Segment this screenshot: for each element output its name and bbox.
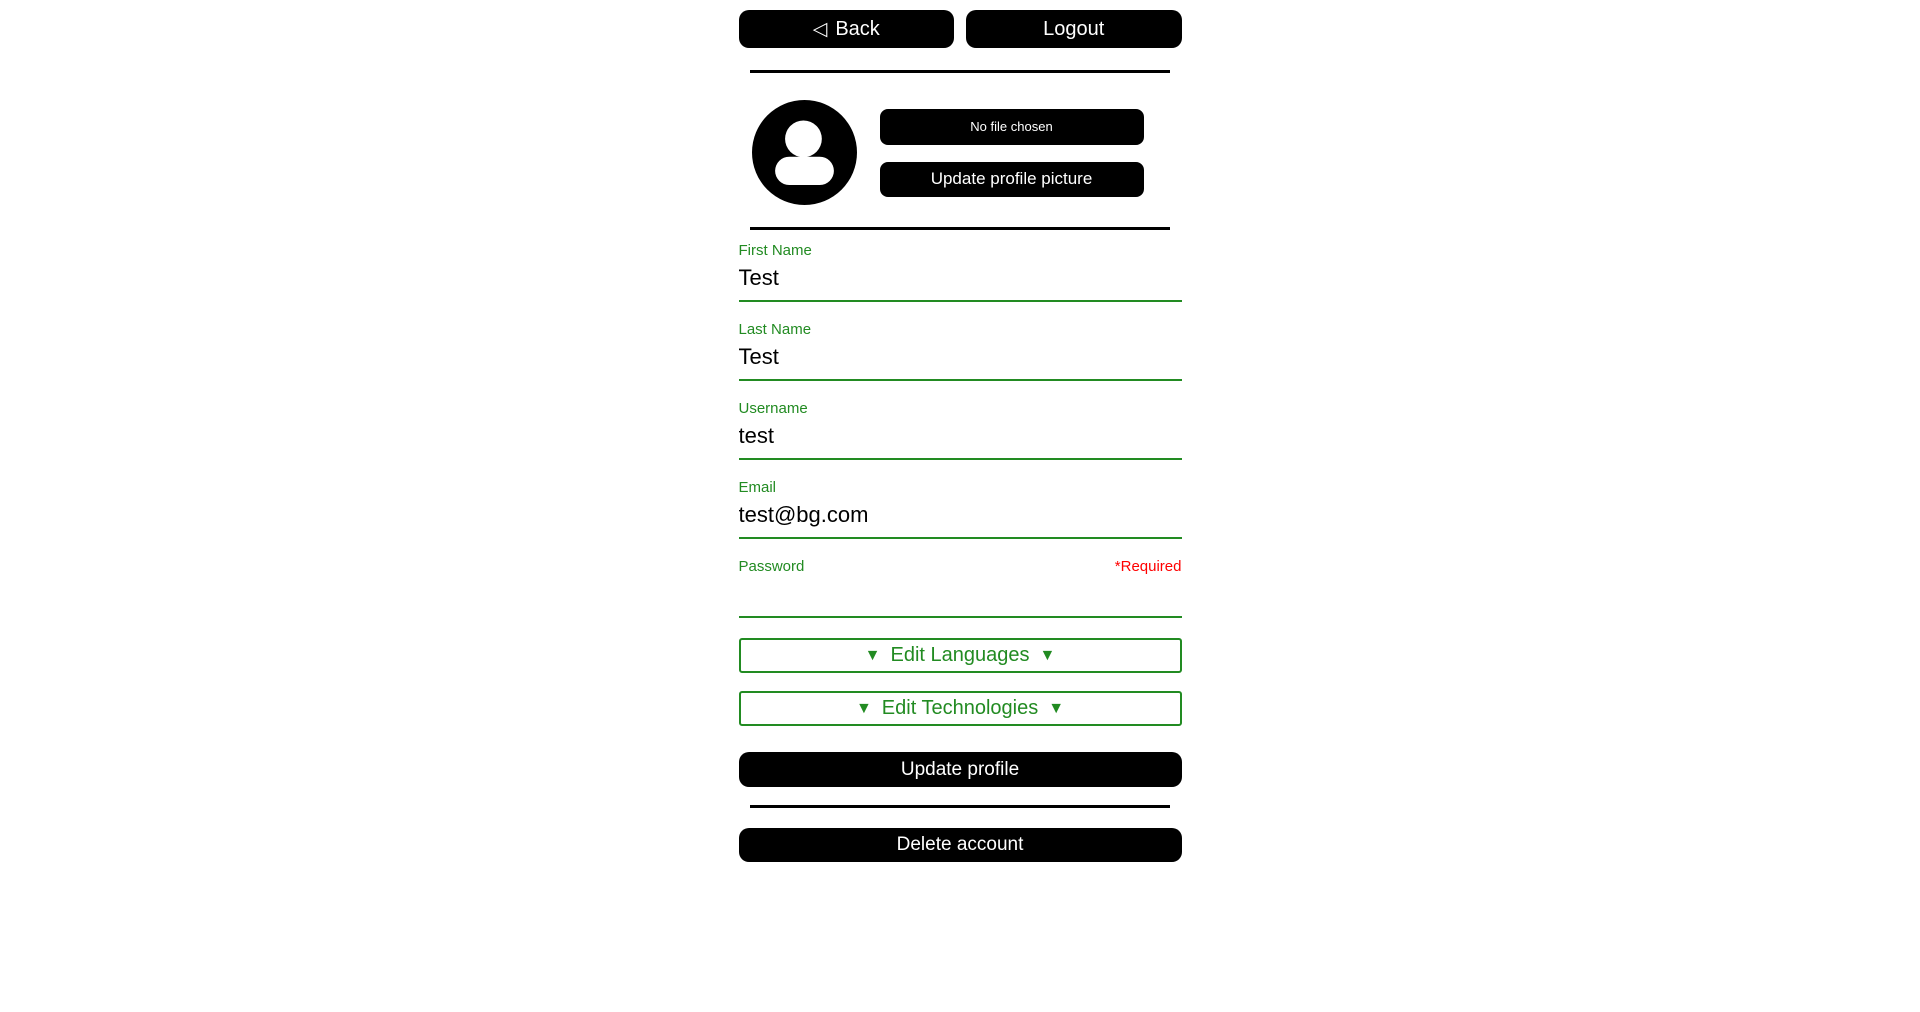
profile-form xyxy=(739,243,1182,787)
chevron-down-icon: ▼ xyxy=(855,699,872,717)
edit-technologies-toggle[interactable] xyxy=(739,691,1182,726)
profile-picture-controls xyxy=(880,109,1144,197)
field-username xyxy=(739,401,1182,460)
first-name-label: First Name xyxy=(738,242,812,259)
chevron-down-icon: ▼ xyxy=(864,646,881,664)
back-button-label: Back xyxy=(835,17,880,40)
password-label: Password xyxy=(738,558,805,575)
toolbar xyxy=(739,10,1182,48)
field-email xyxy=(739,480,1182,539)
update-picture-label: Update profile picture xyxy=(930,169,1093,188)
back-button[interactable] xyxy=(739,10,955,48)
field-last-name xyxy=(739,322,1182,381)
password-label-row xyxy=(739,559,1182,574)
file-input-button[interactable] xyxy=(880,109,1144,145)
delete-account-label: Delete account xyxy=(896,834,1024,855)
update-profile-button[interactable] xyxy=(739,752,1182,787)
person-circle-icon xyxy=(752,100,857,205)
logout-button[interactable] xyxy=(966,10,1182,48)
field-first-name xyxy=(739,243,1182,302)
edit-languages-toggle[interactable] xyxy=(739,638,1182,673)
divider-top xyxy=(750,70,1170,73)
delete-account-button[interactable] xyxy=(739,828,1182,862)
profile-picture-section xyxy=(739,100,1182,205)
logout-button-label: Logout xyxy=(1043,17,1105,40)
chevron-down-icon: ▼ xyxy=(1048,699,1065,717)
field-password xyxy=(739,559,1182,618)
avatar xyxy=(752,100,857,205)
divider-avatar xyxy=(750,227,1170,230)
email-input[interactable] xyxy=(739,499,1182,539)
edit-languages-label: Edit Languages xyxy=(890,644,1030,666)
password-input[interactable] xyxy=(739,578,1182,618)
username-input[interactable] xyxy=(739,420,1182,460)
update-profile-label: Update profile xyxy=(900,758,1020,780)
email-label: Email xyxy=(738,479,777,496)
chevron-down-icon: ▼ xyxy=(1039,646,1056,664)
username-label: Username xyxy=(738,400,808,417)
required-note: *Required xyxy=(1114,558,1182,575)
update-picture-button[interactable] xyxy=(880,162,1144,197)
first-name-input[interactable] xyxy=(739,262,1182,302)
last-name-input[interactable] xyxy=(739,341,1182,381)
file-status-label: No file chosen xyxy=(970,119,1053,134)
edit-technologies-label: Edit Technologies xyxy=(881,697,1039,719)
back-icon: ◁ xyxy=(812,18,828,40)
divider-bottom xyxy=(750,805,1170,808)
profile-page xyxy=(739,0,1182,862)
last-name-label: Last Name xyxy=(738,321,812,338)
